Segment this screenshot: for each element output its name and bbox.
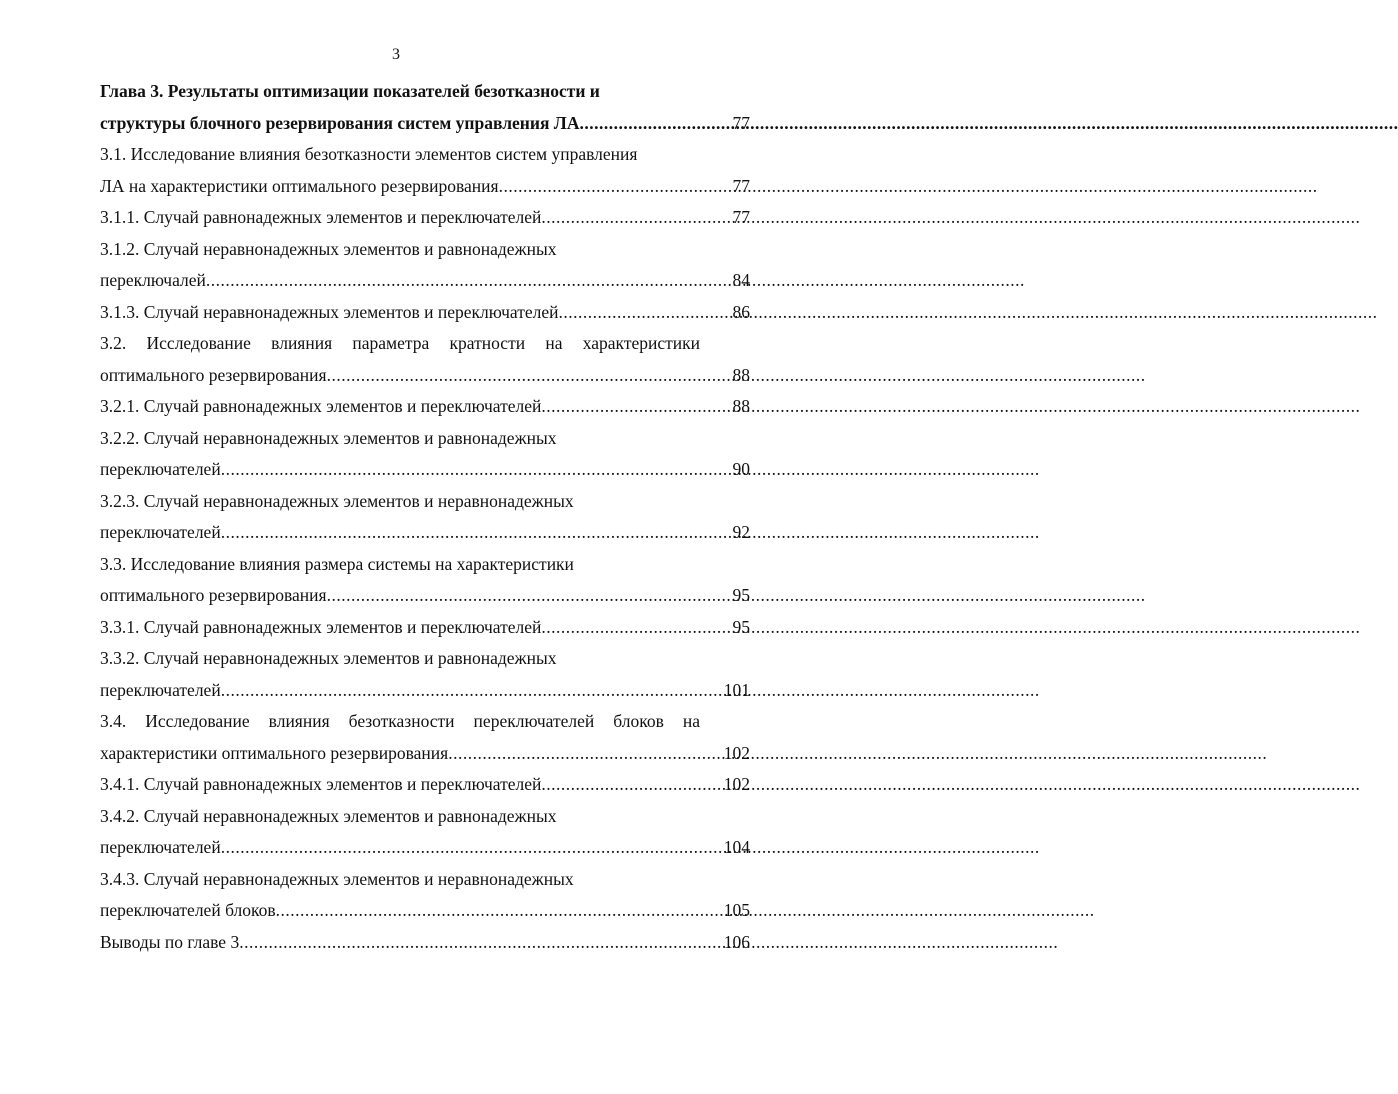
toc-entry-line [100, 769, 750, 801]
toc-entry-line [100, 171, 750, 203]
toc-entry-line [100, 580, 750, 612]
toc-entry-title: переключателей [100, 837, 221, 857]
toc-entry [100, 549, 750, 612]
toc-page-number: 102 [723, 774, 750, 794]
toc-entry-title: характеристики оптимального резервирования [100, 742, 449, 763]
toc-entry-line [100, 612, 750, 644]
toc-entry-line [100, 832, 750, 864]
toc-page-number: 86 [732, 301, 750, 322]
toc-entry-title: 3.4.1. Случай равнонадежных элементов и переключателей [100, 774, 542, 794]
toc-entry [100, 486, 750, 549]
toc-entry-line [100, 927, 750, 959]
page-number: 3 [392, 46, 400, 63]
toc-entry [100, 643, 750, 706]
dot-leader [327, 580, 702, 612]
toc-page-number: 92 [732, 522, 750, 542]
toc-entry [100, 76, 750, 139]
toc-page-number: 77 [732, 112, 750, 133]
toc-entry-line [100, 895, 750, 927]
dot-leader [221, 454, 702, 486]
toc-entry-title: 3.3.1. Случай равнонадежных элементов и переключателей [100, 616, 542, 637]
toc-entry [100, 139, 750, 202]
toc-entry [100, 769, 750, 801]
dot-leader [579, 108, 702, 140]
toc-entry-line [100, 517, 750, 549]
toc-page-number: 77 [732, 175, 750, 196]
toc-entry-title-line: 3.2. Исследование влияния параметра кратности на характеристики [100, 333, 700, 353]
toc-entry-title-line: 3.1. Исследование влияния безотказности элементов систем управления [100, 144, 638, 164]
toc-page-number: 106 [723, 931, 750, 952]
toc-entry-title: структуры блочного резервирования систем управления ЛА [100, 112, 580, 133]
toc-entry [100, 706, 750, 769]
toc-entry-title-line: 3.4.3. Случай неравнонадежных элементов и неравнонадежных [100, 868, 574, 889]
toc-entry-line [100, 738, 750, 770]
toc-entry-title: переключалей [100, 270, 206, 290]
toc-page-number: 102 [723, 742, 750, 763]
toc-entry-title-line: 3.3.2. Случай неравнонадежных элементов и равнонадежных [100, 648, 557, 668]
dot-leader [448, 738, 702, 770]
dot-leader [221, 517, 702, 549]
toc-entry-line [100, 675, 750, 707]
toc-entry [100, 202, 750, 234]
toc-entry-title-line: 3.3. Исследование влияния размера системы на характеристики [100, 553, 574, 574]
dot-leader [541, 391, 702, 423]
toc-page-number: 90 [732, 459, 750, 479]
dot-leader [327, 360, 702, 392]
dot-leader [541, 769, 702, 801]
toc-page-number: 101 [723, 679, 750, 700]
toc-page-number: 88 [732, 396, 750, 416]
toc-entry-title: переключателей [100, 459, 221, 479]
toc-entry-title-line: Глава 3. Результаты оптимизации показателей безотказности и [100, 81, 600, 101]
toc-entry-title: 3.1.1. Случай равнонадежных элементов и переключателей [100, 207, 542, 227]
toc-page-number: 84 [732, 270, 750, 290]
toc-entry [100, 297, 750, 329]
toc-entry [100, 391, 750, 423]
toc-entry-title: переключателей блоков [100, 900, 276, 920]
toc-entry-title: Выводы по главе 3 [100, 931, 240, 952]
toc-entry-line [100, 297, 750, 329]
toc-entry-title: переключателей [100, 679, 221, 700]
toc-entry-line [100, 108, 750, 140]
toc-entry [100, 612, 750, 644]
dot-leader [499, 171, 702, 203]
toc-entry [100, 927, 750, 959]
toc-page-number: 95 [732, 585, 750, 605]
toc-entry-line [100, 265, 750, 297]
table-of-contents [100, 76, 750, 958]
toc-entry-title: оптимального резервирования [100, 364, 327, 385]
toc-entry-title-line: 3.2.2. Случай неравнонадежных элементов и равнонадежных [100, 427, 557, 448]
toc-entry-line [100, 391, 750, 423]
toc-entry-title: ЛА на характеристики оптимального резервирования [100, 175, 499, 196]
toc-entry [100, 234, 750, 297]
dot-leader [541, 612, 702, 644]
toc-entry-title-line: 3.2.3. Случай неравнонадежных элементов и неравнонадежных [100, 490, 574, 511]
toc-entry-title-line: 3.4.2. Случай неравнонадежных элементов и равнонадежных [100, 805, 557, 826]
toc-page-number: 77 [732, 207, 750, 227]
dot-leader [239, 927, 702, 959]
toc-entry-title: 3.2.1. Случай равнонадежных элементов и переключателей [100, 396, 542, 416]
toc-entry-title: оптимального резервирования [100, 585, 327, 605]
toc-page-number: 104 [723, 837, 750, 857]
dot-leader [541, 202, 702, 234]
toc-entry [100, 328, 750, 391]
toc-entry-title-line: 3.1.2. Случай неравнонадежных элементов и равнонадежных [100, 238, 557, 259]
toc-entry [100, 423, 750, 486]
dot-leader [221, 832, 702, 864]
dot-leader [276, 895, 702, 927]
toc-page-number: 95 [732, 616, 750, 637]
dot-leader [221, 675, 702, 707]
dot-leader [559, 297, 702, 329]
toc-entry-title: переключателей [100, 522, 221, 542]
toc-entry-title-line: 3.4. Исследование влияния безотказности переключателей блоков на [100, 711, 700, 731]
toc-entry-title: 3.1.3. Случай неравнонадежных элементов и переключателей [100, 301, 559, 322]
toc-entry-line [100, 202, 750, 234]
dot-leader [206, 265, 702, 297]
toc-page-number: 88 [732, 364, 750, 385]
toc-page-number: 105 [723, 900, 750, 920]
toc-entry [100, 864, 750, 927]
toc-entry-line [100, 360, 750, 392]
toc-entry-line [100, 454, 750, 486]
toc-entry [100, 801, 750, 864]
